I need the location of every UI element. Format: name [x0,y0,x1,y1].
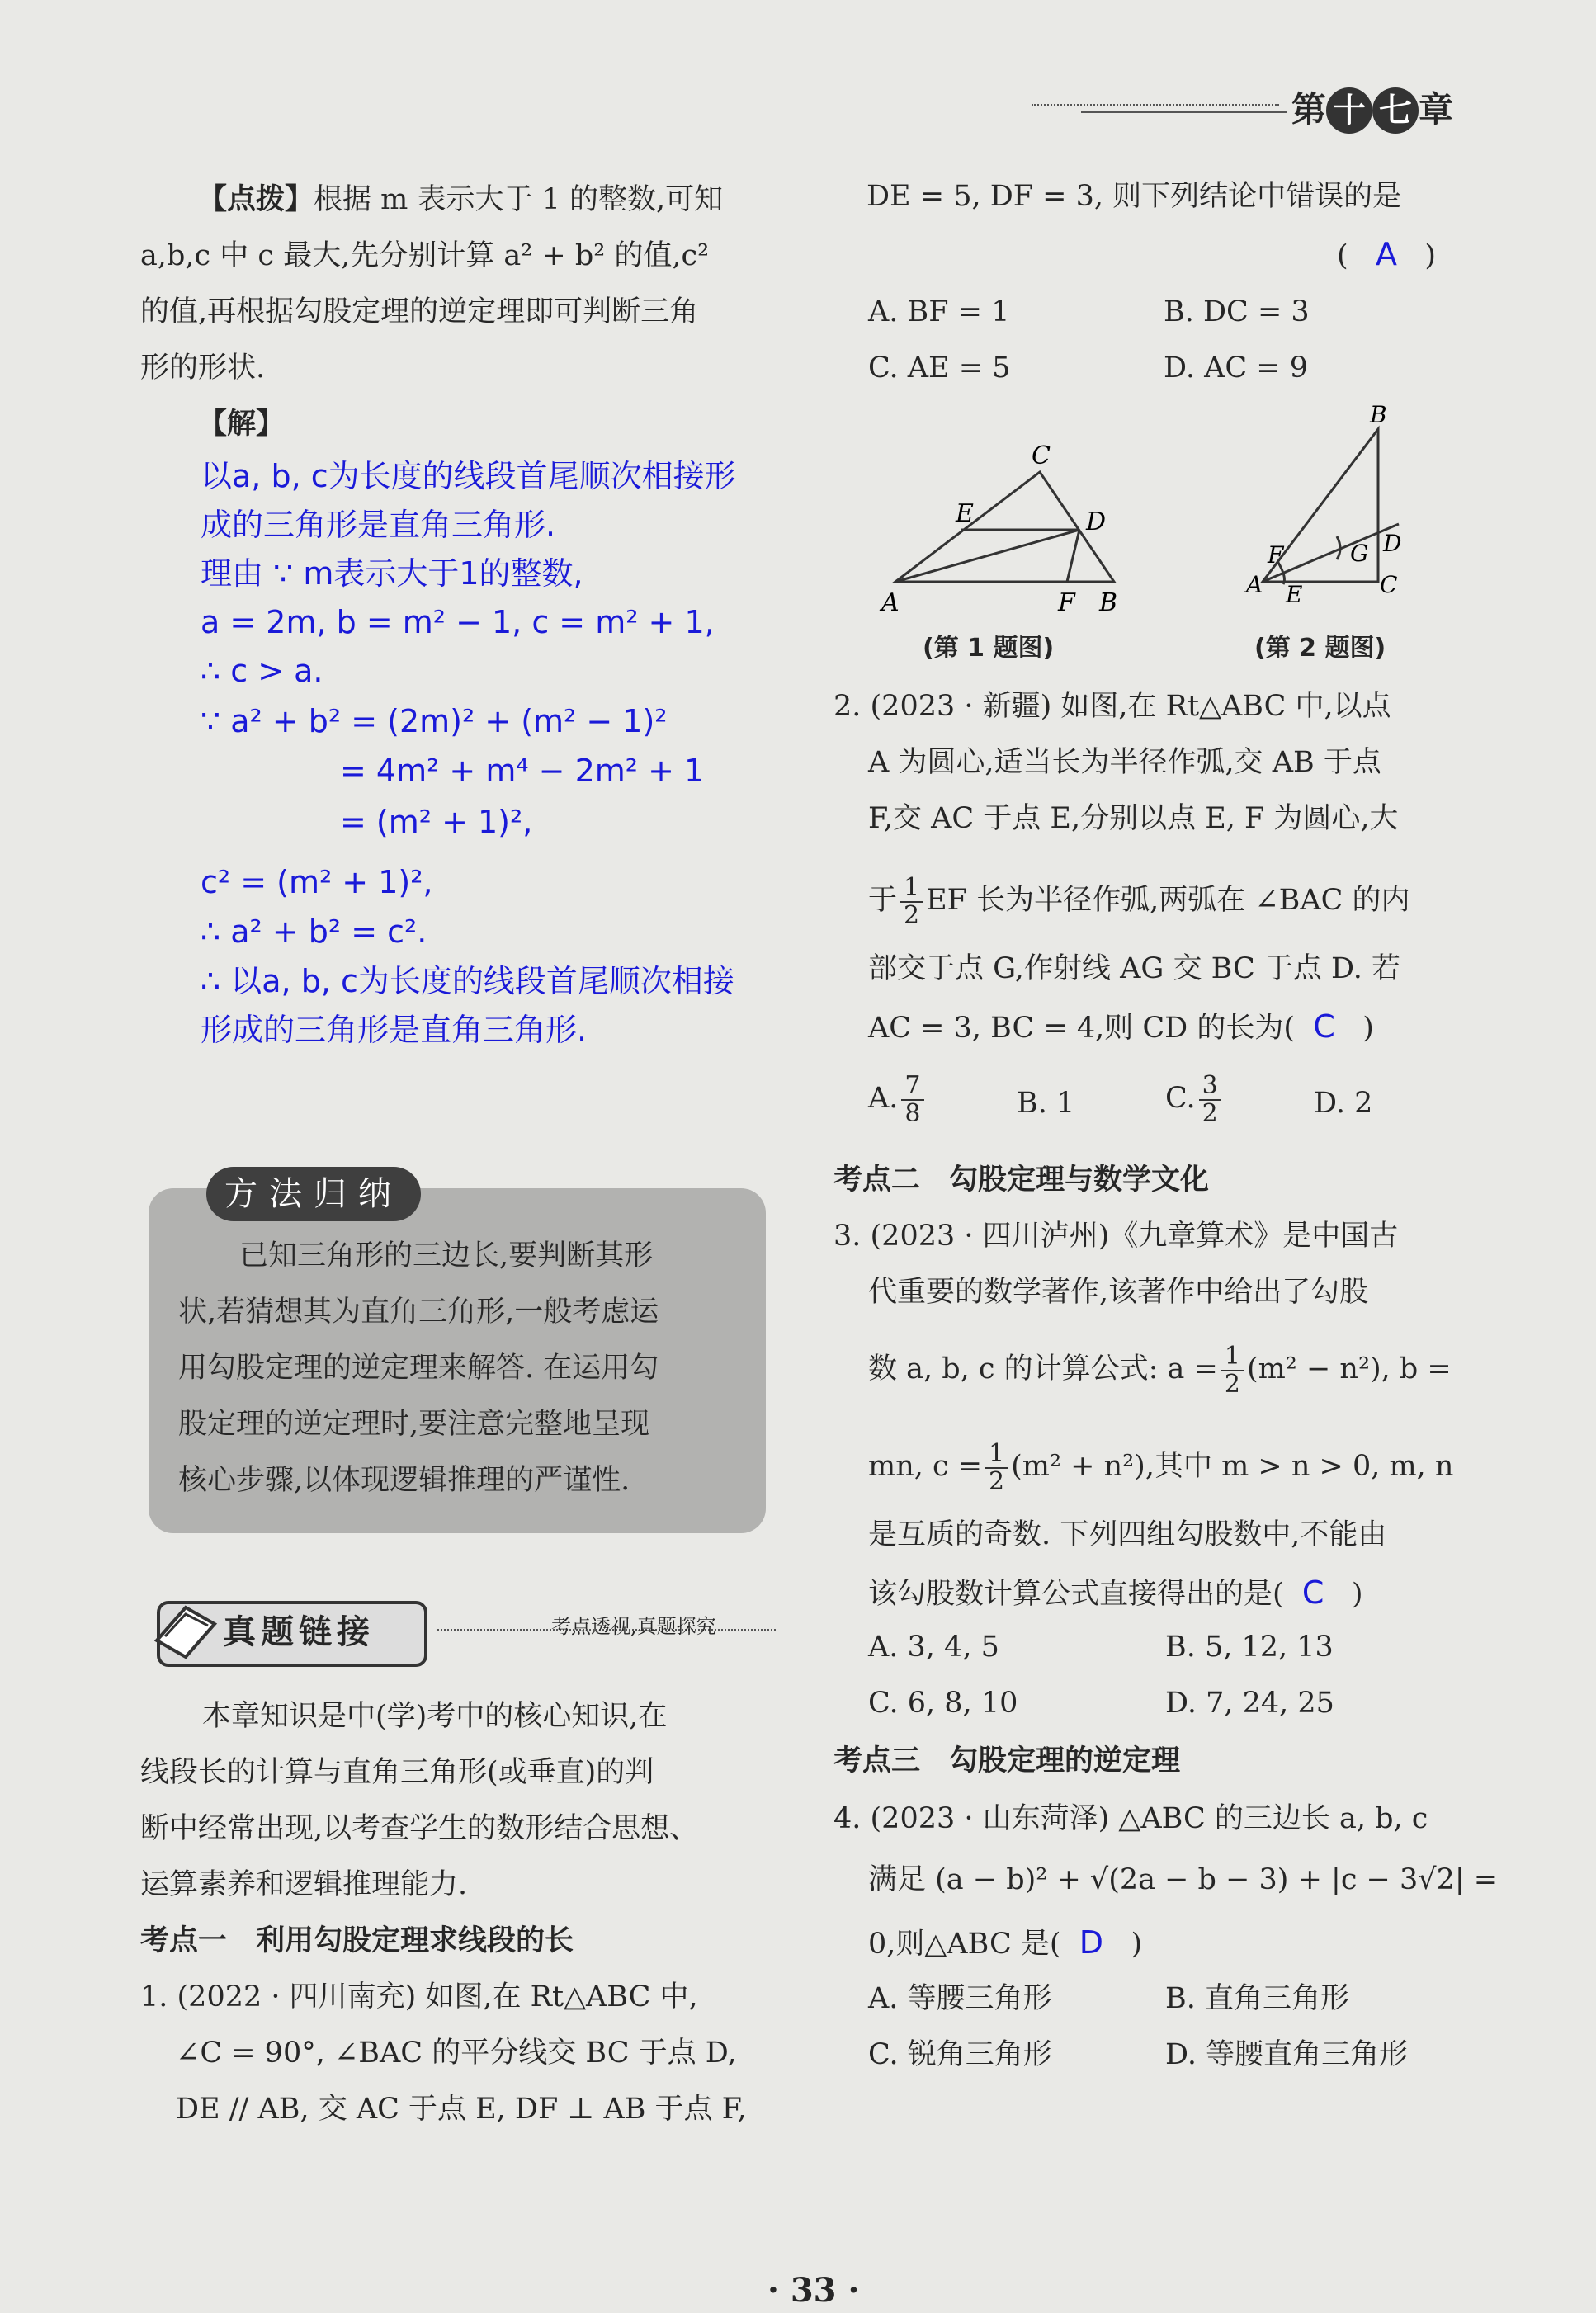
frac-half-q2: $\frac{1}{2}$ [900,875,923,928]
q3-option-d: D. 7, 24, 25 [1165,1687,1334,1720]
q2-line-3: F,交 AC 于点 E,分别以点 E, F 为圆心,大 [868,802,1399,835]
chapter-heading [1291,83,1453,134]
chapter-num-a: 十 [1326,87,1372,134]
solution-line-10: ∴ a² + b² = c². [201,913,427,950]
solution-line-5: ∴ c > a. [201,653,323,689]
fig1-label-f: F [1058,588,1075,617]
q1-answer-paren: ( A ) [1337,236,1437,272]
fig2-caption: (第 2 题图) [1254,634,1386,663]
hint-line-4: 形的形状. [140,352,266,385]
hint-line-3: 的值,再根据勾股定理的逆定理即可判断三角 [140,295,699,328]
q2-option-a: A. $\frac{7}{8}$ [868,1073,928,1126]
q3-option-c: C. 6, 8, 10 [868,1687,1018,1720]
fig1-label-e: E [956,499,974,528]
fig2-label-a: A [1246,571,1263,598]
zhenti-tag: 考点透视,真题探究 [551,1615,716,1638]
fig2-label-e: E [1286,581,1303,608]
q1-answer: A [1376,236,1398,272]
method-line-4: 股定理的逆定理时,要注意完整地呈现 [178,1408,650,1441]
intro-line-3: 断中经常出现,以考查学生的数形结合思想、 [140,1812,699,1845]
q2-line-1: 2. (2023 · 新疆) 如图,在 Rt△ABC 中,以点 [833,690,1391,723]
q2-option-d: D. 2 [1314,1087,1373,1120]
q2-line-4: 于 $\frac{1}{2}$ EF 长为半径作弧,两弧在 ∠BAC 的内 [868,873,1410,930]
q4-line-1: 4. (2023 · 山东菏泽) △ABC 的三边长 a, b, c [833,1802,1428,1835]
q2-line-5: 部交于点 G,作射线 AG 交 BC 于点 D. 若 [868,952,1401,985]
hint-line-2: a,b,c 中 c 最大,先分别计算 a² + b² 的值,c² [140,239,710,272]
q3-answer: C [1301,1574,1324,1611]
q4-answer: D [1079,1924,1104,1961]
q1-option-b: B. DC = 3 [1164,295,1310,328]
solution-line-2: 成的三角形是直角三角形. [201,507,556,543]
fig1-label-d: D [1086,507,1107,536]
q2-option-c: C. $\frac{3}{2}$ [1165,1073,1225,1126]
q2-answer: C [1313,1008,1335,1045]
q1-option-a: A. BF = 1 [868,295,1010,328]
figure-1 [875,437,1139,619]
figure-2 [1238,404,1428,619]
q1-line-1: 1. (2022 · 四川南充) 如图,在 Rt△ABC 中, [140,1980,698,2013]
fig1-label-b: B [1099,588,1118,617]
page-number: · 33 · [767,2271,860,2310]
q3-line-5: 是互质的奇数. 下列四组勾股数中,不能由 [868,1518,1387,1551]
solution-line-9: c² = (m² + 1)², [201,864,433,900]
q3-option-b: B. 5, 12, 13 [1165,1631,1334,1664]
q4-option-a: A. 等腰三角形 [868,1982,1052,2015]
intro-line-4: 运算素养和逻辑推理能力. [140,1868,468,1901]
method-line-3: 用勾股定理的逆定理来解答. 在运用勾 [178,1352,659,1385]
chapter-suffix: 章 [1419,89,1454,130]
solution-line-1: 以a, b, c为长度的线段首尾顺次相接形 [201,458,736,494]
q1-line-4: DE = 5, DF = 3, 则下列结论中错误的是 [866,180,1402,213]
q3-line-1: 3. (2023 · 四川泸州)《九章算术》是中国古 [833,1220,1399,1253]
solution-line-8: = (m² + 1)², [340,804,533,840]
q4-option-d: D. 等腰直角三角形 [1165,2038,1409,2071]
q3-line-3: 数 a, b, c 的计算公式: a = $\frac{1}{2}$ (m² − n²), b = [868,1342,1452,1399]
header-dotted-rule [1032,104,1279,106]
fig1-caption: (第 1 题图) [923,634,1055,663]
kaodian-1-heading: 考点一 利用勾股定理求线段的长 [140,1924,574,1957]
hint-line-1: 【点拨】根据 m 表示大于 1 的整数,可知 [198,183,724,216]
q4-line-2: 满足 (a − b)² + √(2a − b − 3) + |c − 3√2| = [868,1863,1499,1896]
solution-line-7: = 4m² + m⁴ − 2m² + 1 [340,753,705,789]
q1-option-d: D. AC = 9 [1164,352,1308,385]
q4-option-b: B. 直角三角形 [1165,1982,1349,2015]
kaodian-2-heading: 考点二 勾股定理与数学文化 [833,1164,1210,1197]
fig2-label-b: B [1370,404,1387,428]
solution-line-3: 理由 ∵ m表示大于1的整数, [201,555,583,592]
q3-option-a: A. 3, 4, 5 [868,1631,999,1664]
q3-line-2: 代重要的数学著作,该著作中给出了勾股 [868,1276,1369,1309]
fig2-label-c: C [1380,571,1398,598]
q4-line-3: 0,则△ABC 是( D ) [868,1924,1143,1961]
header-solid-rule [1081,111,1287,113]
method-line-5: 核心步骤,以体现逻辑推理的严谨性. [178,1464,630,1497]
solution-line-11: ∴ 以a, b, c为长度的线段首尾顺次相接 [201,963,734,999]
book-icon [149,1591,223,1665]
method-summary-title: 方法归纳 [206,1167,421,1221]
q1-option-c: C. AE = 5 [868,352,1011,385]
fig2-label-g: G [1350,540,1369,567]
zhenti-title: 真题链接 [223,1613,375,1651]
fig2-label-f: F [1268,541,1284,569]
q1-line-3: DE // AB, 交 AC 于点 E, DF ⊥ AB 于点 F, [176,2093,747,2126]
solution-line-6: ∵ a² + b² = (2m)² + (m² − 1)² [201,703,668,739]
q1-line-2: ∠C = 90°, ∠BAC 的平分线交 BC 于点 D, [176,2037,737,2070]
solution-label: 【解】 [198,408,286,441]
hint-label: 【点拨】 [198,183,314,216]
q2-line-6: AC = 3, BC = 4,则 CD 的长为( C ) [868,1008,1374,1045]
fig2-label-d: D [1383,530,1402,557]
method-line-1: 已知三角形的三边长,要判断其形 [239,1239,654,1272]
intro-line-2: 线段长的计算与直角三角形(或垂直)的判 [140,1756,654,1789]
solution-line-12: 形成的三角形是直角三角形. [201,1012,588,1048]
fig1-label-c: C [1032,441,1051,470]
q2-option-b: B. 1 [1017,1087,1075,1120]
kaodian-3-heading: 考点三 勾股定理的逆定理 [833,1744,1181,1777]
chapter-num-b: 七 [1372,87,1419,134]
q4-option-c: C. 锐角三角形 [868,2038,1052,2071]
q3-line-4: mn, c = $\frac{1}{2}$ (m² + n²),其中 m > n > 0, m, n [868,1439,1454,1496]
intro-line-1: 本章知识是中(学)考中的核心知识,在 [202,1700,668,1733]
fig1-label-a: A [881,588,900,617]
chapter-prefix: 第 [1291,89,1327,130]
solution-line-4: a = 2m, b = m² − 1, c = m² + 1, [201,604,715,640]
q3-line-6: 该勾股数计算公式直接得出的是( C ) [868,1574,1363,1611]
q2-line-2: A 为圆心,适当长为半径作弧,交 AB 于点 [868,746,1381,779]
method-line-2: 状,若猜想其为直角三角形,一般考虑运 [178,1296,659,1329]
